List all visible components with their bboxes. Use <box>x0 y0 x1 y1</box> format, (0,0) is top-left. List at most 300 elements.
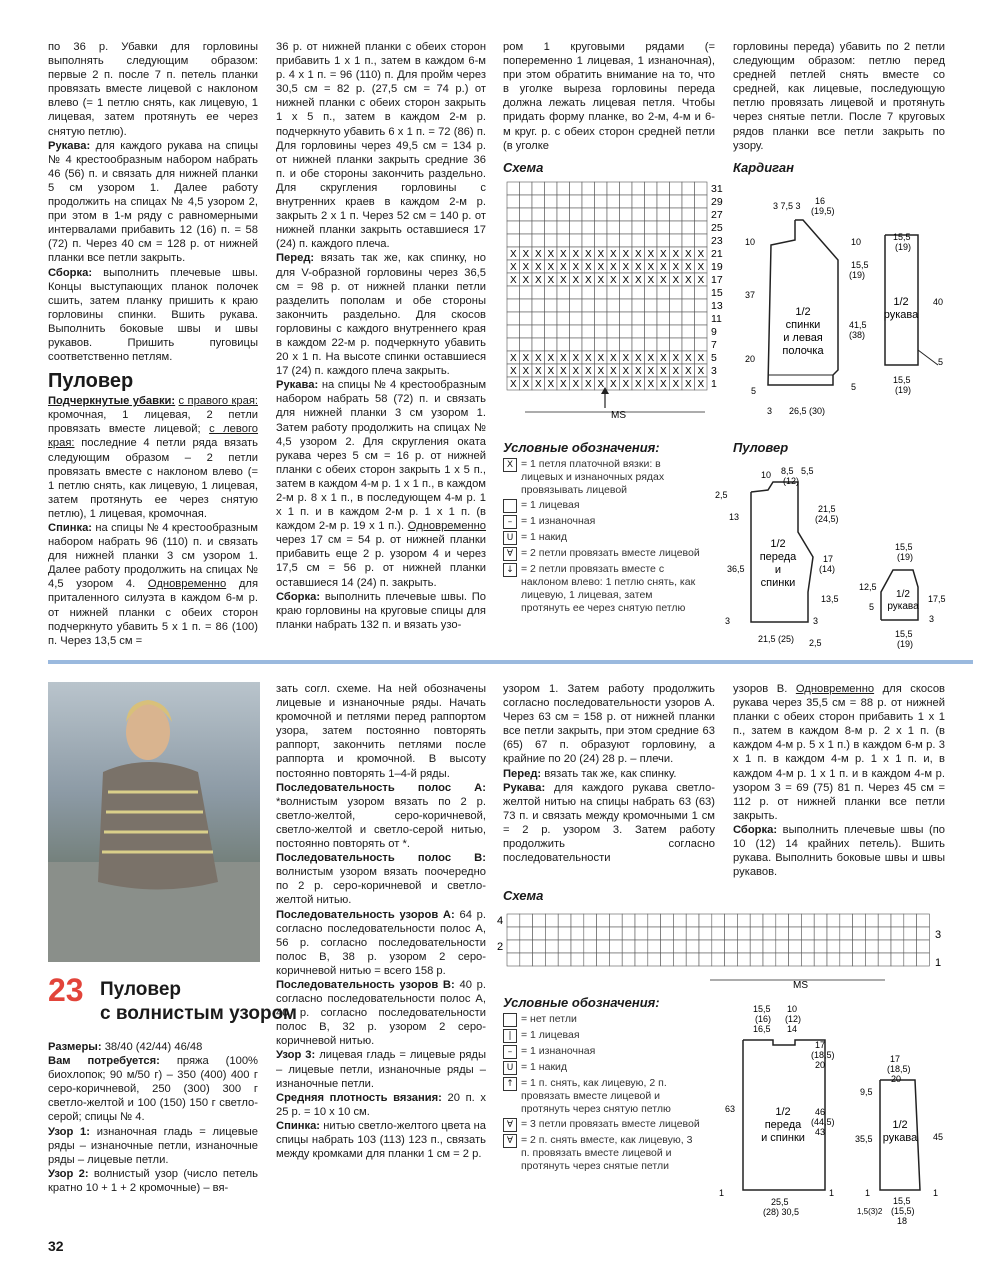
svg-text:1: 1 <box>865 1188 871 1198</box>
page-number: 32 <box>48 1238 64 1254</box>
schema1-grid <box>507 182 707 390</box>
col1-sborka <box>48 266 258 365</box>
section-divider <box>48 660 973 664</box>
schema-cell <box>607 338 620 351</box>
svg-text:1/2передаи спинки: 1/2 переда и спинки <box>761 1106 805 1144</box>
schema-x-mark: X <box>585 366 592 377</box>
schema-cell <box>853 953 866 966</box>
schema-cell <box>607 234 620 247</box>
schema-x-mark: X <box>535 249 542 260</box>
schema-cell <box>520 299 533 312</box>
schema-cell <box>695 195 708 208</box>
schema-cell <box>670 221 683 234</box>
schema-cell <box>520 914 533 927</box>
schema-cell <box>520 286 533 299</box>
schema-cell <box>699 927 712 940</box>
schema-cell <box>533 953 546 966</box>
legend-item <box>503 1045 703 1059</box>
col2-p1: 36 р. от нижней планки с обеих сторон прибавить 1 х 1 п., затем в каждом 6-м р. 4 х 1 п. = 96 (110) п. Для пройм через 30,5 см = 82 р. (27,5 см = 74 р.) от нижней планки с обеих сторон закрыть 1 х 5 п., затем в каждом 2-м р. подчеркнуто убавить 6 х 1 п. = 72 (86) п. Для горловины через 49,5 см = 134 р. от нижней планки закрыть средние 36 п. и обе стороны закончить раздельно. Для скругления горловины с внутренних краев в каждом 2-м р. закрыть 2 х 1 п. Через 52 см = 140 р. от нижней планки закрыть оставшиеся 17 (24) п. каждого плеча. <box>276 41 486 251</box>
schema-cell <box>865 914 878 927</box>
col6-p1: узором 1. Затем работу продолжить согласно последовательности узоров А. Через 63 см = 158 р. от нижней планки все петли закрыть, при этом средние 63 (65) 67 п. образуют горловину, а крайние по 20 (24) 28 р. – плечи. <box>503 683 715 766</box>
schema-cell <box>545 195 558 208</box>
label: Последовательность полос В: <box>276 852 486 865</box>
schema-cell <box>789 953 802 966</box>
schema-cell <box>712 953 725 966</box>
legend-symbol: – <box>503 1045 517 1059</box>
schema-cell <box>557 299 570 312</box>
schema-cell <box>776 940 789 953</box>
schema-cell <box>917 940 930 953</box>
schema-cell <box>695 338 708 351</box>
schema-cell <box>595 182 608 195</box>
schema-cell <box>520 927 533 940</box>
schema-cell <box>725 940 738 953</box>
schema-cell <box>891 914 904 927</box>
pulover-diagram <box>713 462 973 652</box>
legend-item <box>503 547 703 561</box>
schema-cell <box>814 940 827 953</box>
svg-text:20: 20 <box>891 1074 902 1084</box>
svg-text:5: 5 <box>851 382 857 392</box>
schema-cell <box>584 953 597 966</box>
schema-cell <box>695 221 708 234</box>
svg-text:3: 3 <box>725 616 731 626</box>
svg-text:5,5: 5,5 <box>801 466 814 476</box>
schema-cell <box>545 299 558 312</box>
text: кромочная, 1 лицевая, 2 петли провязать вместе лицевой; <box>48 409 258 436</box>
schema-cell <box>632 221 645 234</box>
svg-text:35,5: 35,5 <box>855 1134 873 1144</box>
col2-pered <box>276 251 486 378</box>
svg-text:5: 5 <box>869 602 875 612</box>
cardigan-title: Кардиган <box>733 160 794 175</box>
spec-uzor1 <box>48 1125 258 1167</box>
svg-text:(18,5): (18,5) <box>811 1050 835 1060</box>
schema-cell <box>635 914 648 927</box>
schema-cell <box>648 914 661 927</box>
schema-cell <box>507 299 520 312</box>
schema-cell <box>682 208 695 221</box>
schema-cell <box>632 182 645 195</box>
schema-x-mark: X <box>647 275 655 286</box>
schema-cell <box>570 312 583 325</box>
schema-cell <box>657 208 670 221</box>
svg-text:(12): (12) <box>785 1014 802 1024</box>
spec-vam <box>48 1054 258 1124</box>
svg-text:(19): (19) <box>849 270 866 280</box>
schema-cell <box>737 914 750 927</box>
schema-x-mark: X <box>510 353 517 364</box>
schema-cell <box>682 182 695 195</box>
schema-x-mark: X <box>697 366 705 377</box>
legend-text: = 1 накид <box>521 531 568 543</box>
schema-x-mark: X <box>622 366 630 377</box>
schema-cell <box>597 914 610 927</box>
schema-cell <box>532 234 545 247</box>
schema-cell <box>695 299 708 312</box>
schema-cell <box>570 325 583 338</box>
row-number: 4 <box>497 915 504 927</box>
model-title <box>100 978 297 1026</box>
legend-item <box>503 1118 703 1132</box>
schema-cell <box>545 208 558 221</box>
col3-p1: ром 1 круговыми рядами (= попеременно 1 лицевая, 1 изнаночная), при этом обратить внимание на то, что в уголке выреза горловины переда должна лежать лицевая петля. Чтобы придать форму планке, во 2-м, 4-м и 6-м круг. р. с обеих сторон средней петли (в уголке <box>503 41 715 152</box>
title-line: Пуловер <box>100 979 182 1000</box>
legend-text: = 1 изнаночная <box>521 515 596 527</box>
schema-cell <box>682 286 695 299</box>
row-number: 17 <box>711 274 723 286</box>
schema-cell <box>620 338 633 351</box>
text: 40 р. согласно последовательности полос А, 40 р. согласно последовательности полос В, 32 р. узором 2 серо-коричневой нитью. <box>276 978 487 1048</box>
schema-cell <box>635 927 648 940</box>
schema-x-mark: X <box>697 379 705 390</box>
schema-cell <box>695 286 708 299</box>
schema-cell <box>571 914 584 927</box>
text: для каждого рукава на спицы № 4 крестообразным набором набрать 46 (56) п. и связать для нижней планки 5 см узором 1. Далее работу продолжить на спицах № 4,5 узором 2, при этом в 1-м ряду с равномерными интервалами прибавить 12 (16) п. = 58 (72) п. Через 40 см = 128 р. от нижней планки все петли закрыть. <box>48 139 259 265</box>
schema-cell <box>571 927 584 940</box>
col1-ubavki <box>48 394 258 521</box>
schema-cell <box>645 234 658 247</box>
schema-cell <box>607 195 620 208</box>
schema-cell <box>622 940 635 953</box>
label: Спинка: <box>276 1119 321 1132</box>
schema-x-mark: X <box>635 262 642 273</box>
schema-cell <box>632 286 645 299</box>
schema-cell <box>620 208 633 221</box>
schema-cell <box>632 195 645 208</box>
legend-symbol: ↓ <box>503 563 517 577</box>
pattern2-diagram <box>715 1000 975 1230</box>
text: пряжа (100% биохлопок; 90 м/50 г) – 350 (400) 400 г серо-коричневой, 250 (300) 300 г светло-желтой и 100 (150) 150 г светло-серой; спицы № 4. <box>48 1055 258 1124</box>
schema-x-mark: X <box>510 262 517 273</box>
schema-cell <box>507 182 520 195</box>
schema-cell <box>532 195 545 208</box>
schema-cell <box>609 927 622 940</box>
svg-text:20: 20 <box>745 354 756 364</box>
schema-x-mark: X <box>610 275 617 286</box>
label: с левого края: <box>48 423 259 450</box>
schema-cell <box>595 338 608 351</box>
schema-cell <box>891 927 904 940</box>
schema-cell <box>620 221 633 234</box>
schema-x-mark: X <box>660 249 667 260</box>
schema-cell <box>609 953 622 966</box>
schema-cell <box>840 914 853 927</box>
svg-text:(19): (19) <box>895 242 912 252</box>
schema-cell <box>645 325 658 338</box>
svg-text:1/2передаиспинки: 1/2 переда и спинки <box>759 538 797 589</box>
schema-x-mark: X <box>647 366 655 377</box>
schema-cell <box>582 195 595 208</box>
svg-text:1: 1 <box>719 1188 725 1198</box>
schema-cell <box>558 953 571 966</box>
col5-uz-b <box>276 978 486 1048</box>
svg-text:15,5: 15,5 <box>893 1196 911 1206</box>
row-number: 31 <box>711 183 723 195</box>
schema-cell <box>891 940 904 953</box>
schema-cell <box>763 927 776 940</box>
schema-cell <box>917 953 930 966</box>
text: на спицы № 4 крестообразным набором набрать 58 (72) п. и связать для нижней планки 3 см узором 1. Затем работу продолжить на спицах № 4,5 узором 2. Для скругления оката рукава через 5 см = 16 р. от нижней планки с обеих сторон закрыть 1 х 5 п., затем в каждом 4-м р. 1 х 1 п., в каждом 2-м р. 8 х 1 п., в последующем 4-м р. 1 х 1 п. и в каждом 2-м р. 1 х 1 п. (в каждом 2-м р. 19 х 1 п.). <box>276 379 487 533</box>
schema-cell <box>776 914 789 927</box>
schema-cell <box>520 940 533 953</box>
col5-uz-a <box>276 908 486 978</box>
label: Спинка: <box>48 522 93 534</box>
schema-x-mark: X <box>597 275 605 286</box>
schema-x-mark: X <box>597 353 605 364</box>
schema-cell <box>558 927 571 940</box>
schema-cell <box>532 312 545 325</box>
schema-x-mark: X <box>510 275 517 286</box>
legend-item <box>503 1013 703 1027</box>
legend-symbol: ∀ <box>503 547 517 561</box>
schema-cell <box>814 927 827 940</box>
schema1-ms: MS <box>611 410 626 421</box>
schema-x-mark: X <box>522 366 530 377</box>
svg-text:(24,5): (24,5) <box>815 514 839 524</box>
schema-cell <box>533 940 546 953</box>
legend-text: = 1 п. снять, как лицевую, 2 п. провязать вместе лицевой и протянуть через снятую петлю <box>521 1077 671 1115</box>
schema-cell <box>507 927 520 940</box>
schema-cell <box>595 325 608 338</box>
schema-cell <box>520 325 533 338</box>
row-number: 1 <box>935 957 942 969</box>
svg-text:41,5: 41,5 <box>849 320 867 330</box>
section-heading-pulover: Пуловер <box>48 370 134 393</box>
col6 <box>503 682 715 865</box>
schema-cell <box>632 312 645 325</box>
schema-x-mark: X <box>560 379 567 390</box>
svg-text:17: 17 <box>890 1054 901 1064</box>
model-photo <box>48 682 260 962</box>
schema-cell <box>532 325 545 338</box>
schema-x-mark: X <box>685 262 692 273</box>
schema-cell <box>532 299 545 312</box>
label: Перед: <box>503 767 542 780</box>
col5-uzor3 <box>276 1048 486 1090</box>
schema-cell <box>582 208 595 221</box>
schema-x-mark: X <box>610 353 617 364</box>
svg-text:5: 5 <box>751 386 757 396</box>
svg-text:(15,5): (15,5) <box>891 1206 915 1216</box>
col5-spinka <box>276 1119 486 1161</box>
pulover-diagram-title: Пуловер <box>733 440 789 455</box>
legend-symbol: U <box>503 531 517 545</box>
svg-text:15,5: 15,5 <box>753 1004 771 1014</box>
schema-cell <box>695 234 708 247</box>
legend-item <box>503 515 703 529</box>
schema-cell <box>533 914 546 927</box>
schema-cell <box>648 953 661 966</box>
schema-cell <box>632 234 645 247</box>
schema-x-mark: X <box>697 249 705 260</box>
schema-cell <box>571 953 584 966</box>
schema-cell <box>645 338 658 351</box>
schema-cell <box>507 312 520 325</box>
schema-cell <box>620 325 633 338</box>
schema-cell <box>827 940 840 953</box>
legend-item <box>503 499 703 513</box>
svg-text:13,5: 13,5 <box>821 594 839 604</box>
schema-cell <box>657 195 670 208</box>
legend-item <box>503 563 703 615</box>
spec-razm <box>48 1040 258 1054</box>
legend-symbol: ↑ <box>503 1077 517 1091</box>
text: выполнить плечевые швы. По краю горловины на круговые спицы для планки набрать 132 п. и вязать узо- <box>276 590 486 631</box>
schema-x-mark: X <box>560 249 567 260</box>
schema-x-mark: X <box>685 249 692 260</box>
schema-cell <box>840 927 853 940</box>
schema-cell <box>789 927 802 940</box>
schema-cell <box>695 312 708 325</box>
schema-cell <box>682 312 695 325</box>
schema-cell <box>635 940 648 953</box>
row-number: 5 <box>711 352 717 364</box>
schema2-title: Схема <box>503 888 544 903</box>
schema-x-mark: X <box>685 366 692 377</box>
svg-text:10: 10 <box>745 237 756 247</box>
legend-text: = 1 лицевая <box>521 1029 580 1041</box>
svg-text:21,5: 21,5 <box>818 504 836 514</box>
schema-cell <box>750 953 763 966</box>
schema-cell <box>557 338 570 351</box>
text: лицевая гладь = лицевые ряды – лицевые петли, изнаночные ряды – изнаночные петли. <box>276 1049 486 1090</box>
row-number: 19 <box>711 261 723 273</box>
schema-cell <box>570 221 583 234</box>
schema-cell <box>750 914 763 927</box>
schema-cell <box>648 927 661 940</box>
schema-cell <box>620 286 633 299</box>
svg-text:3: 3 <box>929 614 935 624</box>
schema-x-mark: X <box>622 379 630 390</box>
label: Последовательность полос А: <box>276 781 486 794</box>
col1-spinka <box>48 521 258 648</box>
schema-cell <box>520 312 533 325</box>
schema-cell <box>645 208 658 221</box>
schema-x-mark: X <box>560 366 567 377</box>
schema-x-mark: X <box>647 379 655 390</box>
schema-cell <box>657 338 670 351</box>
schema-cell <box>584 940 597 953</box>
col6-rukava <box>503 781 715 866</box>
schema-cell <box>545 182 558 195</box>
svg-text:63: 63 <box>725 1104 736 1114</box>
svg-text:1: 1 <box>933 1188 939 1198</box>
schema-cell <box>657 286 670 299</box>
schema-x-mark: X <box>560 275 567 286</box>
schema-x-mark: X <box>535 366 542 377</box>
schema-x-mark: X <box>535 262 542 273</box>
text: волнистый узор (число петель кратно 10 + 1 + 2 кромочные) – вя- <box>48 1167 259 1194</box>
text: 20 п. х 25 р. = 10 х 10 см. <box>276 1091 487 1118</box>
label: Рукава: <box>276 379 319 392</box>
schema-cell <box>545 338 558 351</box>
schema-x-mark: X <box>547 262 555 273</box>
schema-x-mark: X <box>585 353 592 364</box>
schema-cell <box>570 195 583 208</box>
schema-x-mark: X <box>547 275 555 286</box>
schema-cell <box>622 927 635 940</box>
schema1-title: Схема <box>503 160 544 175</box>
row-number: 27 <box>711 209 723 221</box>
schema-cell <box>670 286 683 299</box>
col5-posl-a <box>276 781 486 851</box>
schema-cell <box>682 195 695 208</box>
schema-cell <box>620 299 633 312</box>
schema-x-mark: X <box>660 275 667 286</box>
schema-cell <box>595 208 608 221</box>
schema-cell <box>545 940 558 953</box>
schema-cell <box>878 940 891 953</box>
text: выполнить плечевые швы. Концы выступающих планок полочек сшить, затем планку пришить к краю горловины спинки. Вшить рукава. Выполнить боковые швы и швы рукавов. Пришить пуговицы соответственно петлям. <box>48 266 259 364</box>
legend-item <box>503 1077 703 1116</box>
schema-x-mark: X <box>660 379 667 390</box>
schema-x-mark: X <box>622 353 630 364</box>
schema-cell <box>904 914 917 927</box>
schema-cell <box>712 914 725 927</box>
schema-cell <box>670 182 683 195</box>
svg-text:25,5: 25,5 <box>771 1197 789 1207</box>
schema-cell <box>632 299 645 312</box>
schema-cell <box>520 195 533 208</box>
text: вязать так же, как спинку, но для V-образной горловины через 36,5 см = 98 р. от нижней планки петли разделить пополам и обе стороны закончить раздельно. Для скосов горловины с каждого внутреннего края в каждом 22-м р. подчеркнуто убавить 20 х 1 п. На высоте спинки оставшиеся 17 (24) п. каждого плеча закрыть. <box>276 252 486 378</box>
schema-x-mark: X <box>560 262 567 273</box>
schema-cell <box>507 208 520 221</box>
schema-cell <box>557 221 570 234</box>
schema-cell <box>507 953 520 966</box>
schema-x-mark: X <box>585 262 592 273</box>
schema-cell <box>622 953 635 966</box>
col5 <box>276 682 486 1161</box>
schema-cell <box>582 325 595 338</box>
schema-x-mark: X <box>597 379 605 390</box>
legend-text: = 1 лицевая <box>521 499 580 511</box>
schema-x-mark: X <box>660 353 667 364</box>
legend-text: = 1 накид <box>521 1061 568 1073</box>
schema-cell <box>620 234 633 247</box>
schema-cell <box>620 195 633 208</box>
schema-x-mark: X <box>597 366 605 377</box>
schema-cell <box>570 234 583 247</box>
legend-text: = 1 петля платочной вязки: в лицевых и изнаночных рядах провязывать лицевой <box>521 458 665 496</box>
schema-cell <box>801 940 814 953</box>
schema-cell <box>712 940 725 953</box>
title-line: с волнистым узором <box>100 1003 297 1024</box>
legend1 <box>503 458 703 617</box>
svg-text:1/2рукава: 1/2 рукава <box>883 296 919 321</box>
text: изнаночная гладь = лицевые ряды – изнаночные петли, изнаночные ряды – лицевые петли. <box>48 1125 258 1166</box>
legend-symbol: | <box>503 1029 517 1043</box>
schema-cell <box>545 221 558 234</box>
schema-x-mark: X <box>610 366 617 377</box>
schema2-ms: MS <box>793 980 808 991</box>
schema-x-mark: X <box>585 379 592 390</box>
schema-cell <box>582 338 595 351</box>
schema-x-mark: X <box>522 262 530 273</box>
schema-cell <box>699 940 712 953</box>
svg-text:40: 40 <box>933 297 944 307</box>
svg-text:10: 10 <box>761 470 772 480</box>
schema-cell <box>648 940 661 953</box>
svg-text:36,5: 36,5 <box>727 564 745 574</box>
label: Узор 1: <box>48 1125 90 1138</box>
schema-cell <box>609 940 622 953</box>
legend-symbol: X <box>503 458 517 472</box>
schema-cell <box>520 221 533 234</box>
schema-cell <box>609 914 622 927</box>
text: Одновременно <box>795 683 875 695</box>
schema-cell <box>827 927 840 940</box>
